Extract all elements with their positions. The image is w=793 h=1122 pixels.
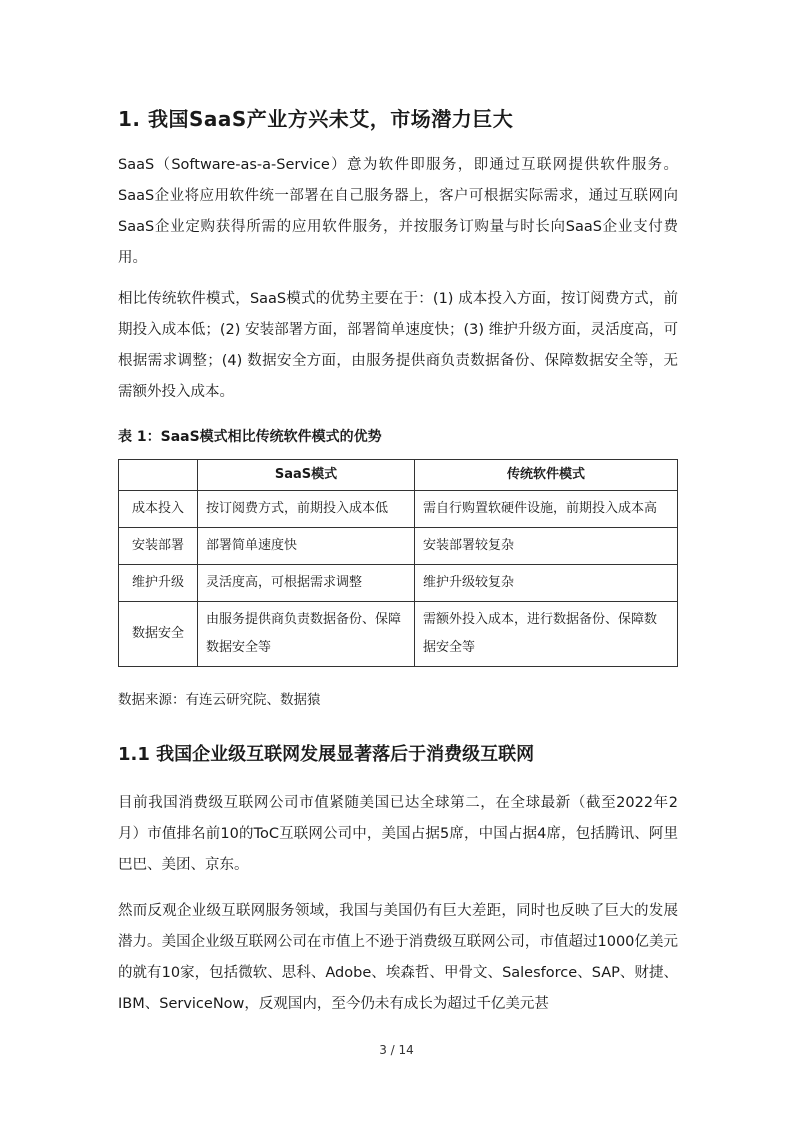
intro-text: SaaS（Software-as-a-Service）意为软件即服务，即通过互联网提供软件服务。SaaS企业将应用软件统一部署在自己服务器上，客户可根据实际需求，通过互联网向SaaS企业定购获得所需的应用软件服务，并按服务订购量与时长向SaaS企业支付费用。 <box>118 157 678 266</box>
table-caption: 表 1：SaaS模式相比传统软件模式的优势 <box>118 429 382 445</box>
advantage-paragraph <box>118 284 678 408</box>
table-header-row <box>119 460 678 491</box>
table-cell: 部署简单速度快 <box>198 528 415 565</box>
section-heading: 1. 我国SaaS产业方兴未艾，市场潜力巨大 <box>118 107 514 131</box>
table-cell: 成本投入 <box>119 491 198 528</box>
comparison-table <box>118 459 678 667</box>
consumer-paragraph <box>118 788 678 881</box>
subsection-heading: 1.1 我国企业级互联网发展显著落后于消费级互联网 <box>118 744 535 765</box>
table-cell: 需额外投入成本，进行数据备份、保障数据安全等 <box>415 602 678 667</box>
table-cell: 按订阅费方式，前期投入成本低 <box>198 491 415 528</box>
table-cell: 安装部署 <box>119 528 198 565</box>
table-cell: 维护升级较复杂 <box>415 565 678 602</box>
consumer-text: 目前我国消费级互联网公司市值紧随美国已达全球第二，在全球最新（截至2022年2月）市值排名前10的ToC互联网公司中，美国占据5席，中国占据4席，包括腾讯、阿里巴巴、美团、京东。 <box>118 795 678 873</box>
table-header-cell: SaaS模式 <box>198 460 415 491</box>
table-row <box>119 491 678 528</box>
table-header-cell <box>119 460 198 491</box>
intro-paragraph <box>118 150 678 274</box>
table-cell: 需自行购置软硬件设施，前期投入成本高 <box>415 491 678 528</box>
table-row <box>119 602 678 667</box>
data-source-note: 数据来源：有连云研究院、数据猿 <box>118 692 321 708</box>
advantage-text: 相比传统软件模式，SaaS模式的优势主要在于：(1) 成本投入方面，按订阅费方式，前期投入成本低；(2) 安装部署方面，部署简单速度快；(3) 维护升级方面，灵活度高，可根据需求调整；(4) 数据安全方面，由服务提供商负责数据备份、保障数据安全等，无需额外投入成本。 <box>118 291 678 400</box>
table-row <box>119 565 678 602</box>
table-cell: 灵活度高，可根据需求调整 <box>198 565 415 602</box>
table-cell: 安装部署较复杂 <box>415 528 678 565</box>
enterprise-text: 然而反观企业级互联网服务领域，我国与美国仍有巨大差距，同时也反映了巨大的发展潜力。美国企业级互联网公司在市值上不逊于消费级互联网公司，市值超过1000亿美元的就有10家，包括微软、思科、Adobe、埃森哲、甲骨文、Salesforce、SAP、财捷、IBM、ServiceNow，反观国内，至今仍未有成长为超过千亿美元甚 <box>118 903 678 1012</box>
table-header-cell: 传统软件模式 <box>415 460 678 491</box>
page-number: 3 / 14 <box>379 1043 414 1057</box>
table-cell: 由服务提供商负责数据备份、保障数据安全等 <box>198 602 415 667</box>
table-cell: 数据安全 <box>119 602 198 667</box>
table-cell: 维护升级 <box>119 565 198 602</box>
enterprise-paragraph <box>118 896 678 1020</box>
table-row <box>119 528 678 565</box>
